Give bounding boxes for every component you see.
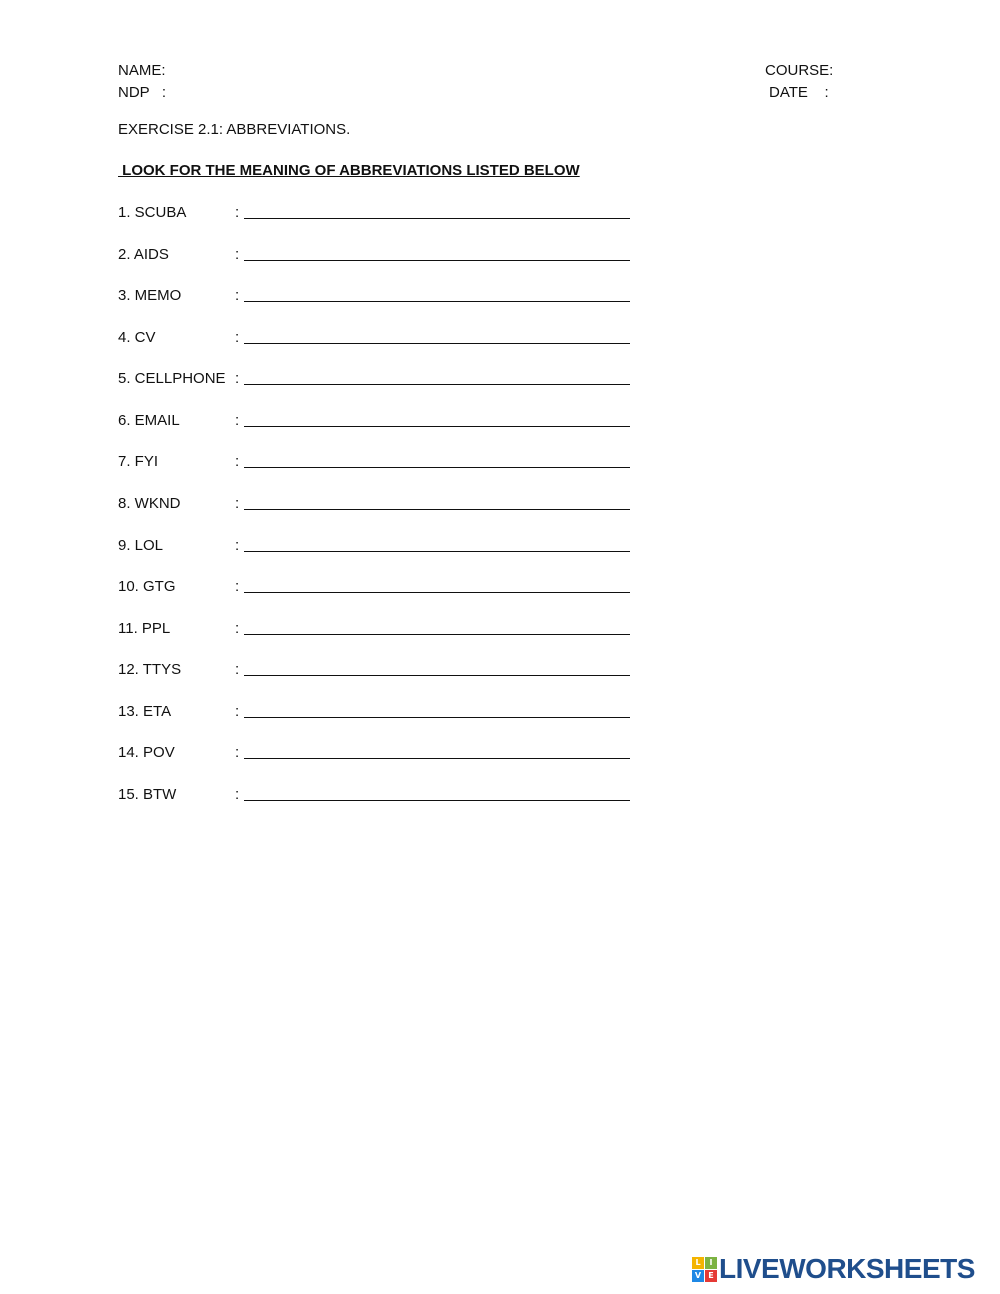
question-row <box>118 702 638 722</box>
logo-mark-cell: I <box>705 1257 717 1269</box>
question-row <box>118 245 638 265</box>
question-row <box>118 452 638 472</box>
exercise-title: EXERCISE 2.1: ABBREVIATIONS. <box>118 121 351 138</box>
separator: : <box>235 537 240 554</box>
question-label: 2. AIDS <box>118 246 169 263</box>
question-label: 11. PPL <box>118 620 171 637</box>
course-label: COURSE: <box>765 62 834 79</box>
question-row <box>118 494 638 514</box>
separator: : <box>235 578 240 595</box>
logo-mark-icon <box>692 1257 716 1281</box>
answer-line[interactable] <box>244 343 630 344</box>
question-label: 9. LOL <box>118 537 164 554</box>
question-row <box>118 369 638 389</box>
ndp-label: NDP : <box>118 84 167 101</box>
answer-line[interactable] <box>244 634 630 635</box>
question-label: 5. CELLPHONE <box>118 370 226 387</box>
question-row <box>118 536 638 556</box>
question-label: 8. WKND <box>118 495 181 512</box>
separator: : <box>235 329 240 346</box>
separator: : <box>235 620 240 637</box>
liveworksheets-logo <box>692 1254 975 1284</box>
question-row <box>118 328 638 348</box>
logo-mark-cell: E <box>705 1270 717 1282</box>
separator: : <box>235 412 240 429</box>
instruction-heading: LOOK FOR THE MEANING OF ABBREVIATIONS LISTED BELOW <box>118 162 580 179</box>
question-label: 6. EMAIL <box>118 412 180 429</box>
question-row <box>118 785 638 805</box>
question-label: 7. FYI <box>118 453 159 470</box>
answer-line[interactable] <box>244 800 630 801</box>
separator: : <box>235 786 240 803</box>
answer-line[interactable] <box>244 467 630 468</box>
logo-text: LIVEWORKSHEETS <box>719 1253 975 1284</box>
separator: : <box>235 495 240 512</box>
answer-line[interactable] <box>244 717 630 718</box>
separator: : <box>235 453 240 470</box>
answer-line[interactable] <box>244 758 630 759</box>
question-row <box>118 660 638 680</box>
question-label: 4. CV <box>118 329 156 346</box>
date-label: DATE : <box>769 84 829 101</box>
question-label: 15. BTW <box>118 786 177 803</box>
question-row <box>118 619 638 639</box>
answer-line[interactable] <box>244 426 630 427</box>
separator: : <box>235 287 240 304</box>
separator: : <box>235 204 240 221</box>
name-label: NAME: <box>118 62 166 79</box>
answer-line[interactable] <box>244 675 630 676</box>
question-label: 10. GTG <box>118 578 176 595</box>
answer-line[interactable] <box>244 592 630 593</box>
answer-line[interactable] <box>244 301 630 302</box>
question-row <box>118 743 638 763</box>
separator: : <box>235 370 240 387</box>
question-row <box>118 577 638 597</box>
answer-line[interactable] <box>244 260 630 261</box>
answer-line[interactable] <box>244 551 630 552</box>
logo-mark-cell: V <box>692 1270 704 1282</box>
separator: : <box>235 246 240 263</box>
question-label: 3. MEMO <box>118 287 182 304</box>
separator: : <box>235 703 240 720</box>
question-label: 14. POV <box>118 744 175 761</box>
separator: : <box>235 661 240 678</box>
answer-line[interactable] <box>244 384 630 385</box>
question-row <box>118 411 638 431</box>
answer-line[interactable] <box>244 509 630 510</box>
question-row <box>118 203 638 223</box>
separator: : <box>235 744 240 761</box>
question-label: 1. SCUBA <box>118 204 187 221</box>
answer-line[interactable] <box>244 218 630 219</box>
question-row <box>118 286 638 306</box>
logo-mark-cell: L <box>692 1257 704 1269</box>
question-label: 13. ETA <box>118 703 172 720</box>
question-label: 12. TTYS <box>118 661 182 678</box>
